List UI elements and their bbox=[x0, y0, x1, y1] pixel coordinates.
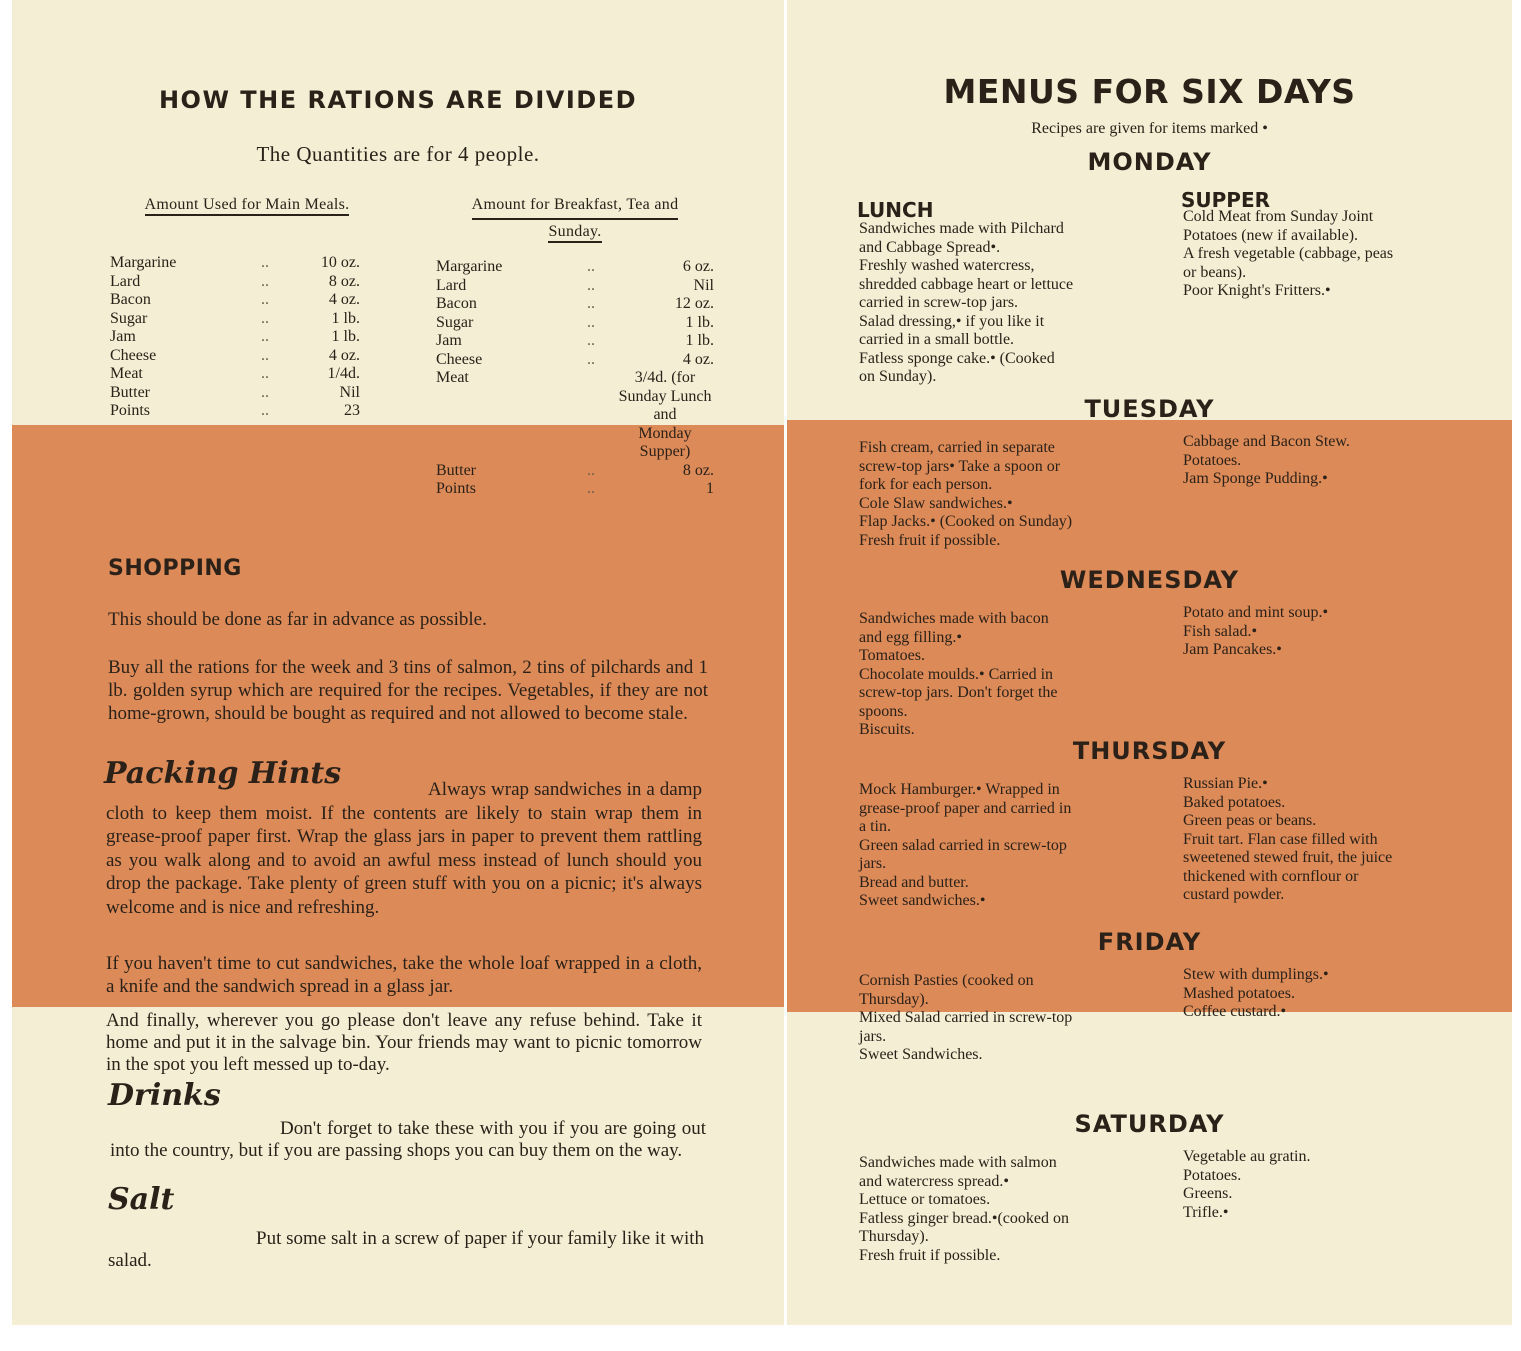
lunch-item: screw-top jars• Take a spoon or bbox=[859, 457, 1061, 475]
packing-para-2: If you haven't time to cut sandwiches, take the whole loaf wrapped in a cloth, a knife and the sandwich spread in a glass jar. bbox=[106, 953, 702, 997]
supper-item: Fruit tart. Flan case filled with bbox=[1183, 830, 1378, 848]
lunch-item: Bread and butter. bbox=[859, 873, 969, 891]
main-meals-row bbox=[110, 328, 360, 347]
breakfast-column bbox=[436, 193, 714, 499]
breakfast-amount: 1 lb. bbox=[685, 332, 714, 349]
lunch-item: jars. bbox=[859, 855, 887, 872]
shopping-heading: SHOPPING bbox=[108, 556, 242, 581]
lunch-item: shredded cabbage heart or lettuce bbox=[859, 275, 1074, 293]
lunch-item: a tin. bbox=[859, 818, 891, 835]
lunch-item: grease-proof paper and carried in bbox=[859, 799, 1072, 817]
lunch-item: Sweet sandwiches.• bbox=[859, 892, 986, 909]
day-heading-monday: MONDAY bbox=[1087, 148, 1212, 176]
drinks-text: Don't forget to take these with you if you are going out into the country, but if you are passing shops you can buy them on the way. bbox=[110, 1118, 706, 1161]
lunch-item: Biscuits. bbox=[859, 721, 915, 738]
supper-item: custard powder. bbox=[1183, 886, 1285, 903]
supper-column bbox=[1183, 775, 1463, 905]
lunch-item: screw-top jars. Don't forget the bbox=[859, 684, 1058, 701]
lunch-item: Salad dressing,• if you like it bbox=[859, 312, 1045, 330]
lunch-item: Lettuce or tomatoes. bbox=[859, 1191, 991, 1208]
breakfast-item: Sugar bbox=[436, 313, 474, 331]
lunch-item: Thursday). bbox=[859, 990, 929, 1008]
supper-column bbox=[1183, 433, 1463, 489]
main-meals-amount: 1 lb. bbox=[331, 328, 360, 345]
main-meals-item: Meat bbox=[110, 365, 143, 382]
main-meals-item: Sugar bbox=[110, 309, 148, 327]
day-heading-thursday: THURSDAY bbox=[1072, 737, 1227, 765]
breakfast-row bbox=[436, 462, 714, 481]
main-meals-amount: 1 lb. bbox=[331, 309, 360, 327]
lunch-item: Sandwiches made with salmon bbox=[859, 1154, 1057, 1171]
breakfast-row bbox=[436, 480, 714, 499]
day-heading-saturday: SATURDAY bbox=[1074, 1110, 1225, 1138]
breakfast-amount: 12 oz. bbox=[674, 295, 714, 312]
lunch-item: Cole Slaw sandwiches.• bbox=[859, 494, 1013, 512]
breakfast-dots: .. bbox=[587, 350, 595, 368]
main-meals-dots: .. bbox=[261, 402, 269, 419]
supper-item: sweetened stewed fruit, the juice bbox=[1183, 849, 1393, 866]
meat-amount-line: and bbox=[653, 406, 677, 423]
salt-text: Put some salt in a screw of paper if your family like it with salad. bbox=[108, 1228, 704, 1271]
lunch-column bbox=[859, 220, 1129, 387]
day-heading-wednesday: WEDNESDAY bbox=[1059, 566, 1240, 594]
breakfast-heading-sunday: Sunday. bbox=[548, 223, 601, 243]
main-meals-heading: Amount Used for Main Meals. bbox=[145, 196, 350, 216]
breakfast-row bbox=[436, 332, 714, 351]
supper-column bbox=[1183, 1148, 1463, 1222]
shopping-para-2: Buy all the rations for the week and 3 tins of salmon, 2 tins of pilchards and 1 lb. golden syrup which are required for the recipes. Vegetables, if they are not home-grown, should be bought as required and not allowed to become stale. bbox=[108, 657, 708, 724]
lunch-column bbox=[859, 972, 1129, 1065]
main-meals-dots: .. bbox=[261, 291, 269, 308]
lunch-heading: LUNCH bbox=[857, 198, 934, 222]
supper-column bbox=[1183, 208, 1463, 301]
breakfast-dots: .. bbox=[587, 295, 595, 312]
breakfast-item: Bacon bbox=[436, 295, 477, 312]
day-heading-tuesday: TUESDAY bbox=[1084, 395, 1215, 423]
lunch-item: on Sunday). bbox=[859, 368, 937, 385]
supper-item: Trifle.• bbox=[1183, 1203, 1229, 1221]
breakfast-heading: Amount for Breakfast, Tea and bbox=[472, 193, 679, 220]
breakfast-dots: .. bbox=[587, 480, 595, 497]
lunch-item: Cornish Pasties (cooked on bbox=[859, 972, 1034, 989]
breakfast-item: Margarine bbox=[436, 258, 503, 275]
main-meals-amount: 4 oz. bbox=[328, 291, 360, 308]
breakfast-row bbox=[436, 258, 714, 277]
meat-amount-line: 3/4d. (for bbox=[634, 369, 696, 386]
breakfast-table bbox=[436, 258, 714, 499]
main-meals-row bbox=[110, 254, 360, 273]
supper-item: Cold Meat from Sunday Joint bbox=[1183, 208, 1374, 225]
main-meals-item: Bacon bbox=[110, 291, 151, 308]
breakfast-row bbox=[436, 369, 714, 462]
breakfast-amount: 1 lb. bbox=[685, 313, 714, 331]
packing-hints-heading: Packing Hints bbox=[104, 756, 342, 791]
main-meals-item: Points bbox=[110, 402, 151, 419]
supper-item: Potatoes. bbox=[1183, 451, 1242, 469]
lunch-item: Sandwiches made with Pilchard bbox=[859, 220, 1064, 237]
main-meals-amount: 10 oz. bbox=[320, 254, 360, 271]
breakfast-amount: Nil bbox=[693, 276, 714, 294]
lunch-item: Mock Hamburger.• Wrapped in bbox=[859, 781, 1060, 798]
lunch-item: jars. bbox=[859, 1027, 887, 1045]
main-meals-table bbox=[110, 254, 360, 421]
lunch-item: Tomatoes. bbox=[859, 647, 925, 664]
right-page bbox=[787, 0, 1512, 1325]
main-meals-amount: 8 oz. bbox=[328, 272, 360, 290]
lunch-item: carried in screw-top jars. bbox=[859, 294, 1019, 311]
lunch-column bbox=[859, 610, 1129, 740]
lunch-item: Sandwiches made with bacon bbox=[859, 610, 1049, 627]
main-meals-dots: .. bbox=[261, 254, 269, 271]
supper-item: Fish salad.• bbox=[1183, 622, 1258, 640]
main-meals-amount: 1/4d. bbox=[327, 365, 360, 382]
main-meals-amount: Nil bbox=[339, 383, 360, 401]
supper-item: Cabbage and Bacon Stew. bbox=[1183, 433, 1350, 450]
main-meals-row bbox=[110, 384, 360, 403]
main-meals-column bbox=[110, 196, 384, 421]
drinks-heading: Drinks bbox=[108, 1078, 221, 1113]
meat-amount-line: Sunday Lunch bbox=[618, 387, 712, 405]
main-meals-item: Butter bbox=[110, 383, 150, 401]
lunch-column bbox=[859, 1154, 1129, 1265]
lunch-item: spoons. bbox=[859, 702, 908, 720]
menus-title: MENUS FOR SIX DAYS bbox=[943, 72, 1356, 111]
lunch-item: Flap Jacks.• (Cooked on Sunday) bbox=[859, 513, 1073, 530]
breakfast-amount: 4 oz. bbox=[682, 350, 714, 368]
main-meals-dots: .. bbox=[261, 365, 269, 382]
lunch-item: Fresh fruit if possible. bbox=[859, 1246, 1001, 1264]
main-meals-item: Lard bbox=[110, 272, 141, 290]
lunch-column bbox=[859, 439, 1129, 550]
lunch-column bbox=[859, 781, 1129, 911]
day-heading-friday: FRIDAY bbox=[1097, 928, 1202, 956]
lunch-item: Freshly washed watercress, bbox=[859, 257, 1035, 274]
breakfast-row bbox=[436, 295, 714, 314]
main-meals-dots: .. bbox=[261, 309, 269, 327]
main-meals-item: Cheese bbox=[110, 346, 157, 364]
lunch-item: Fatless sponge cake.• (Cooked bbox=[859, 349, 1055, 367]
supper-column bbox=[1183, 966, 1463, 1022]
main-meals-dots: .. bbox=[261, 383, 269, 401]
breakfast-dots: .. bbox=[587, 332, 595, 349]
breakfast-amount: 6 oz. bbox=[682, 258, 714, 275]
main-meals-row bbox=[110, 365, 360, 384]
shopping-para-1: This should be done as far in advance as possible. bbox=[108, 609, 487, 630]
main-meals-row bbox=[110, 347, 360, 366]
main-meals-dots: .. bbox=[261, 346, 269, 364]
lunch-item: fork for each person. bbox=[859, 476, 993, 493]
breakfast-item: Meat bbox=[436, 369, 469, 386]
lunch-item: Fish cream, carried in separate bbox=[859, 439, 1055, 456]
lunch-item: and egg filling.• bbox=[859, 628, 962, 646]
supper-item: Coffee custard.• bbox=[1183, 1003, 1287, 1020]
main-meals-row bbox=[110, 310, 360, 329]
supper-item: Potatoes (new if available). bbox=[1183, 226, 1359, 244]
lunch-item: Fatless ginger bread.•(cooked on bbox=[859, 1209, 1069, 1227]
supper-item: Poor Knight's Fritters.• bbox=[1183, 282, 1331, 299]
supper-item: Jam Sponge Pudding.• bbox=[1183, 470, 1328, 487]
lunch-item: and watercress spread.• bbox=[859, 1172, 1009, 1190]
lunch-item: Green salad carried in screw-top bbox=[859, 836, 1067, 854]
supper-item: thickened with cornflour or bbox=[1183, 867, 1359, 885]
breakfast-item: Cheese bbox=[436, 350, 483, 368]
supper-item: Baked potatoes. bbox=[1183, 793, 1286, 811]
breakfast-dots: .. bbox=[587, 461, 595, 479]
rations-title: HOW THE RATIONS ARE DIVIDED bbox=[158, 86, 638, 114]
meat-amount-line: Monday Supper) bbox=[638, 424, 692, 460]
breakfast-meat-amount bbox=[556, 369, 714, 462]
breakfast-dots: .. bbox=[587, 313, 595, 331]
main-meals-row bbox=[110, 291, 360, 310]
breakfast-amount: 8 oz. bbox=[682, 461, 714, 479]
menus-subtitle: Recipes are given for items marked • bbox=[1031, 120, 1268, 137]
packing-para-3: And finally, wherever you go please don't leave any refuse behind. Take it home and put it in the salvage bin. Your friends may want to picnic tomorrow in the spot you left messed up to-day. bbox=[106, 1010, 702, 1075]
main-meals-dots: .. bbox=[261, 272, 269, 290]
breakfast-amount: 1 bbox=[706, 480, 714, 497]
supper-item: A fresh vegetable (cabbage, peas bbox=[1183, 245, 1394, 262]
salt-heading: Salt bbox=[108, 1182, 175, 1217]
lunch-item: and Cabbage Spread•. bbox=[859, 238, 1001, 256]
supper-item: Potatoes. bbox=[1183, 1166, 1242, 1184]
main-meals-item: Jam bbox=[110, 328, 136, 345]
breakfast-row bbox=[436, 277, 714, 296]
main-meals-row bbox=[110, 402, 360, 421]
breakfast-item: Lard bbox=[436, 276, 467, 294]
breakfast-item: Jam bbox=[436, 332, 462, 349]
supper-column bbox=[1183, 604, 1463, 660]
supper-item: Stew with dumplings.• bbox=[1183, 966, 1329, 983]
supper-heading: SUPPER bbox=[1181, 188, 1271, 212]
breakfast-item: Points bbox=[436, 480, 477, 497]
left-page bbox=[12, 0, 784, 1325]
supper-item: Green peas or beans. bbox=[1183, 812, 1317, 829]
main-meals-dots: .. bbox=[261, 328, 269, 345]
breakfast-dots: .. bbox=[587, 276, 595, 294]
main-meals-amount: 4 oz. bbox=[328, 346, 360, 364]
supper-item: Jam Pancakes.• bbox=[1183, 641, 1282, 658]
rations-subtitle: The Quantities are for 4 people. bbox=[256, 142, 540, 166]
breakfast-row bbox=[436, 314, 714, 333]
supper-item: Russian Pie.• bbox=[1183, 775, 1268, 792]
main-meals-row bbox=[110, 273, 360, 292]
breakfast-dots: .. bbox=[587, 258, 595, 275]
supper-item: Mashed potatoes. bbox=[1183, 984, 1295, 1002]
breakfast-item: Butter bbox=[436, 461, 476, 479]
lunch-item: Chocolate moulds.• Carried in bbox=[859, 665, 1054, 683]
breakfast-row bbox=[436, 351, 714, 370]
lunch-item: Fresh fruit if possible. bbox=[859, 531, 1001, 549]
packing-para-1: Always wrap sandwiches in a damp cloth to keep them moist. If the contents are likely to stain wrap them in grease-proof paper first. Wrap the glass jars in paper to prevent them rattling as you walk along and to avoid an awful mess instead of lunch should you drop the package. Take plenty of green stuff with you on a picnic; it's always welcome and is nice and refreshing. bbox=[106, 779, 702, 918]
supper-item: or beans). bbox=[1183, 263, 1247, 281]
lunch-item: carried in a small bottle. bbox=[859, 331, 1015, 348]
lunch-item: Mixed Salad carried in screw-top bbox=[859, 1009, 1073, 1026]
main-meals-amount: 23 bbox=[344, 402, 360, 419]
lunch-item: Thursday). bbox=[859, 1228, 929, 1245]
lunch-item: Sweet Sandwiches. bbox=[859, 1046, 983, 1063]
main-meals-item: Margarine bbox=[110, 254, 177, 271]
supper-item: Vegetable au gratin. bbox=[1183, 1148, 1311, 1165]
supper-item: Greens. bbox=[1183, 1185, 1233, 1202]
supper-item: Potato and mint soup.• bbox=[1183, 604, 1329, 621]
